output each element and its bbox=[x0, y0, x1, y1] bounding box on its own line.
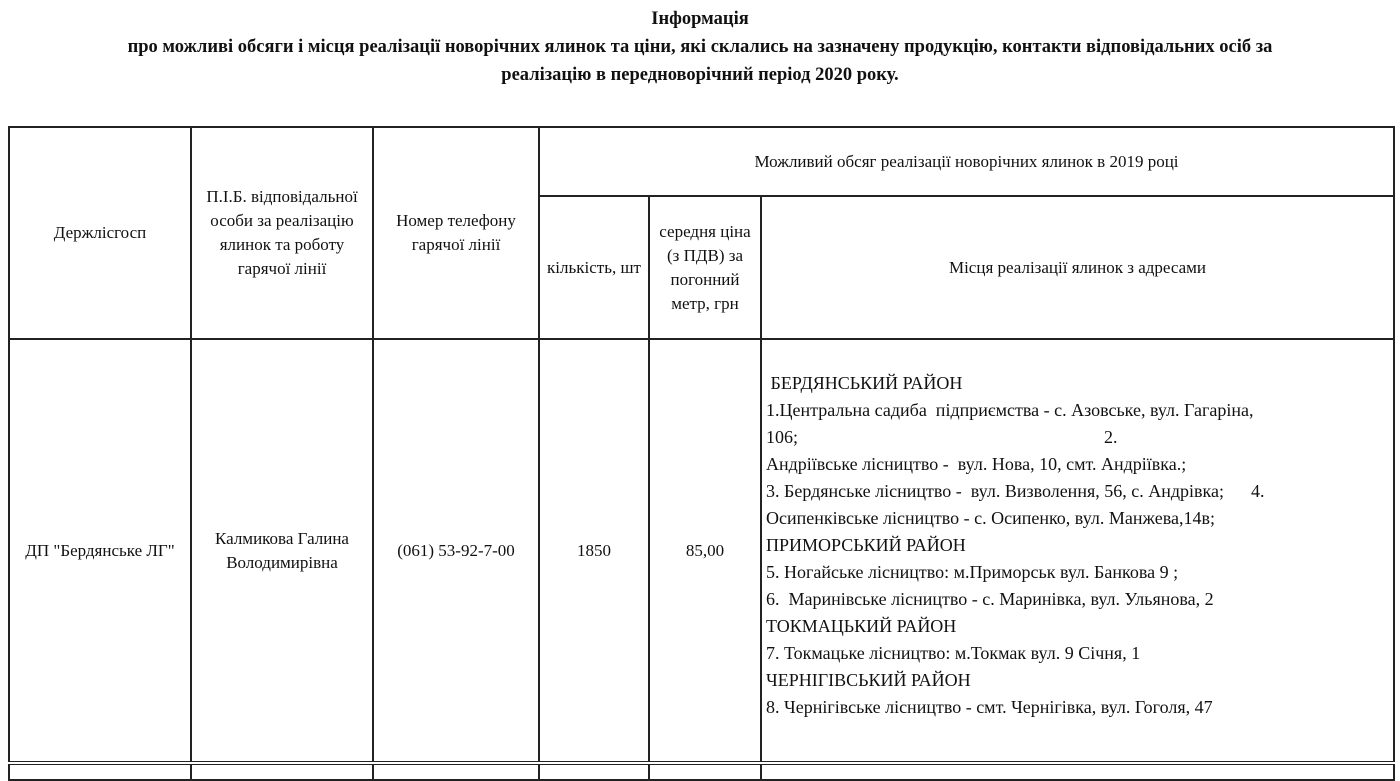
header-quantity: кількість, шт bbox=[539, 196, 649, 339]
place-line: 8. Чернігівське лісництво - смт. Чернігівка, вул. Гоголя, 47 bbox=[766, 697, 1213, 717]
place-line: 7. Токмацьке лісництво: м.Токмак вул. 9 Січня, 1 bbox=[766, 643, 1141, 663]
header-person: П.І.Б. відповідальної особи за реалізацію ялинок та роботу гарячої лінії bbox=[191, 127, 373, 339]
title-line-1: Інформація bbox=[651, 9, 749, 29]
cell-phone: (061) 53-92-7-00 bbox=[373, 339, 539, 763]
cell-empty bbox=[373, 763, 539, 780]
header-places: Місця реалізації ялинок з адресами bbox=[761, 196, 1394, 339]
table-row bbox=[9, 339, 1394, 763]
cell-empty bbox=[649, 763, 761, 780]
place-line: 106; 2. bbox=[766, 427, 1118, 447]
cell-empty bbox=[9, 763, 191, 780]
cell-empty bbox=[191, 763, 373, 780]
place-line: ТОКМАЦЬКИЙ РАЙОН bbox=[766, 616, 957, 636]
place-line: 1.Центральна садиба підприємства - с. Азовське, вул. Гагаріна, bbox=[766, 400, 1254, 420]
sales-table bbox=[8, 126, 1395, 781]
cell-quantity: 1850 bbox=[539, 339, 649, 763]
place-line: Осипенківське лісництво - с. Осипенко, вул. Манжева,14в; bbox=[766, 508, 1215, 528]
place-line: ЧЕРНІГІВСЬКИЙ РАЙОН bbox=[766, 670, 971, 690]
place-line: БЕРДЯНСЬКИЙ РАЙОН bbox=[766, 373, 963, 393]
cell-empty bbox=[761, 763, 1394, 780]
header-enterprise: Держлісгосп bbox=[9, 127, 191, 339]
place-line: Андріївське лісництво - вул. Нова, 10, смт. Андріївка.; bbox=[766, 454, 1187, 474]
header-phone: Номер телефону гарячої лінії bbox=[373, 127, 539, 339]
header-price: середня ціна (з ПДВ) за погонний метр, грн bbox=[649, 196, 761, 339]
place-line: 5. Ногайське лісництво: м.Приморськ вул. Банкова 9 ; bbox=[766, 562, 1179, 582]
cell-empty bbox=[539, 763, 649, 780]
document-title bbox=[0, 5, 1400, 89]
cell-person: Калмикова Галина Володимирівна bbox=[191, 339, 373, 763]
table-row-partial bbox=[9, 763, 1394, 780]
title-line-2: про можливі обсяги і місця реалізації новорічних ялинок та ціни, які склались на зазначену продукцію, контакти відповідальних осіб за bbox=[127, 37, 1273, 57]
place-line: ПРИМОРСЬКИЙ РАЙОН bbox=[766, 535, 966, 555]
header-volume-group: Можливий обсяг реалізації новорічних ялинок в 2019 році bbox=[539, 127, 1394, 196]
place-line: 6. Маринівське лісництво - с. Маринівка, вул. Ульянова, 2 bbox=[766, 589, 1214, 609]
place-line: 3. Бердянське лісництво - вул. Визволення, 56, с. Андрівка; 4. bbox=[766, 481, 1265, 501]
cell-price: 85,00 bbox=[649, 339, 761, 763]
title-line-3: реалізацію в передноворічний період 2020 року. bbox=[501, 65, 899, 85]
cell-enterprise: ДП "Бердянське ЛГ" bbox=[9, 339, 191, 763]
cell-places bbox=[761, 339, 1394, 763]
